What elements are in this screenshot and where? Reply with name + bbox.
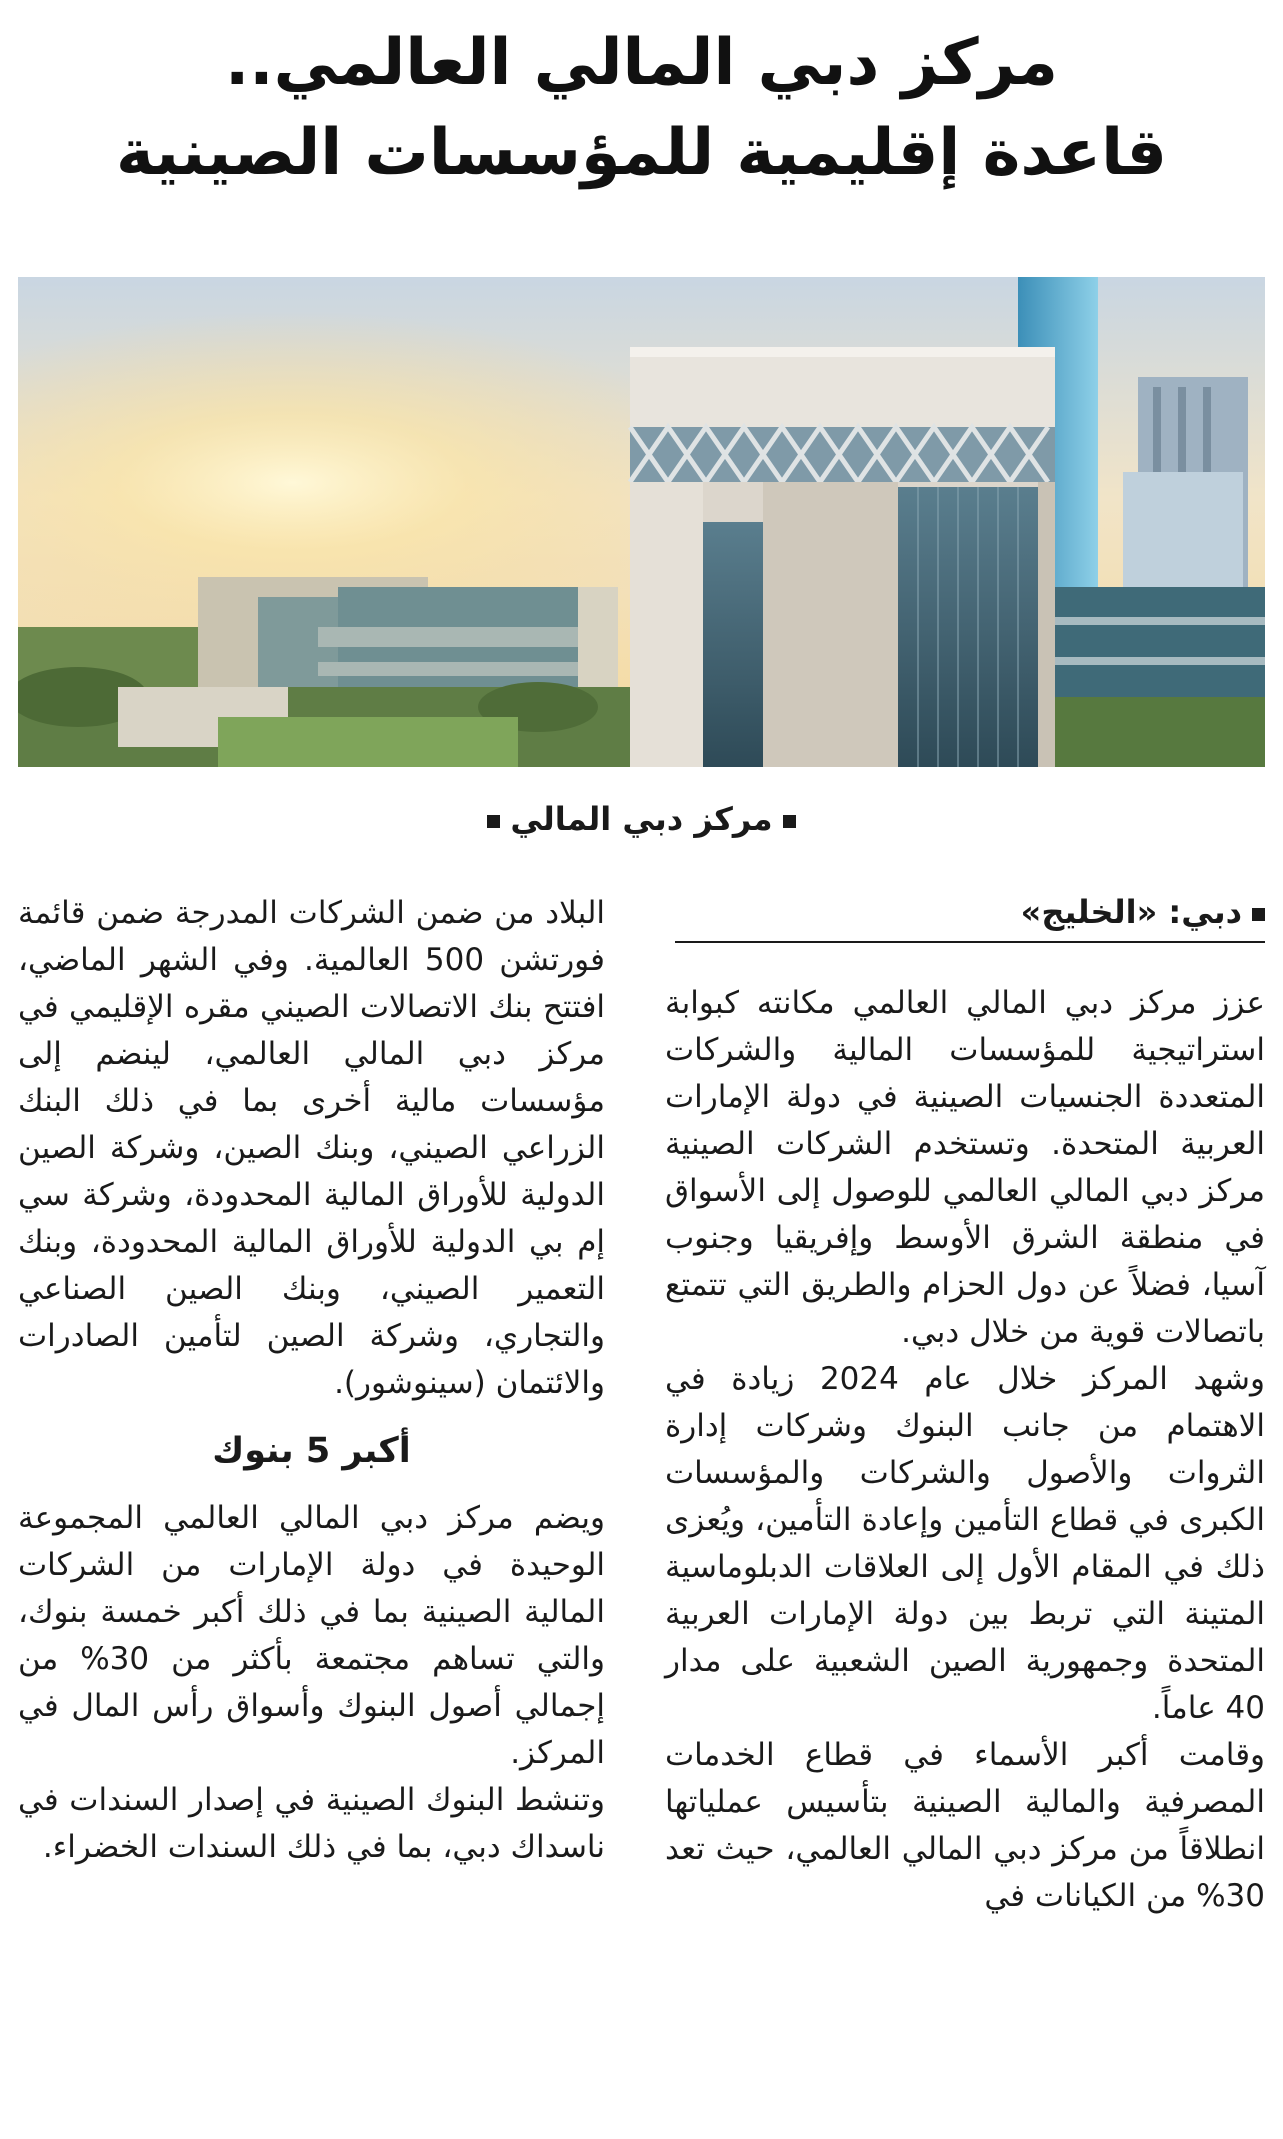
paragraph: وشهد المركز خلال عام 2024 زيادة في الاهتمام من جانب البنوك وشركات إدارة الثروات والأصول والشركات والمؤسسات الكبرى في قطاع التأمين وإعادة التأمين، ويُعزى ذلك في المقام الأول إلى العلاقات الدبلوماسية المتينة التي تربط بين دولة الإمارات العربية المتحدة وجمهورية الصين الشعبية على مدار 40 عاماً.	[665, 1361, 1265, 1726]
article-column-left	[18, 890, 605, 1871]
headline-line-1: مركز دبي المالي العالمي..	[224, 26, 1059, 100]
byline	[675, 893, 1265, 943]
paragraph: عزز مركز دبي المالي العالمي مكانته كبوابة استراتيجية للمؤسسات المالية والشركات المتعددة الجنسيات الصينية في دولة الإمارات العربية المتحدة. وتستخدم الشركات الصينية مركز دبي المالي العالمي للوصول إلى الأسواق في منطقة الشرق الأوسط وإفريقيا وجنوب آسيا، فضلاً عن دول الحزام والطريق التي تتمتع باتصالات قوية من خلال دبي.	[665, 985, 1265, 1350]
difc-photo	[18, 277, 1265, 767]
byline-text: دبي: «الخليج»	[1020, 893, 1242, 931]
caption-text: مركز دبي المالي	[510, 800, 773, 838]
photo-caption	[0, 800, 1283, 838]
paragraph: وقامت أكبر الأسماء في قطاع الخدمات المصرفية والمالية الصينية بتأسيس عملياتها انطلاقاً من مركز دبي المالي العالمي، حيث تعد 30% من الكيانات في	[665, 1737, 1265, 1914]
headline-line-2: قاعدة إقليمية للمؤسسات الصينية	[116, 116, 1167, 190]
square-bullet-icon	[783, 815, 796, 828]
paragraph: وتنشط البنوك الصينية في إصدار السندات في ناسداك دبي، بما في ذلك السندات الخضراء.	[18, 1782, 605, 1865]
paragraph: البلاد من ضمن الشركات المدرجة ضمن قائمة فورتشن 500 العالمية. وفي الشهر الماضي، افتتح بنك الاتصالات الصيني مقره الإقليمي في مركز دبي المالي العالمي، لينضم إلى مؤسسات مالية أخرى بما في ذلك البنك الزراعي الصيني، وبنك الصين، وشركة الصين الدولية للأوراق المالية المحدودة، وشركة سي إم بي الدولية للأوراق المالية المحدودة، وبنك التعمير الصيني، وبنك الصين الصناعي والتجاري، وشركة الصين لتأمين الصادرات والائتمان (سينوشور).	[18, 895, 605, 1401]
paragraph: ويضم مركز دبي المالي العالمي المجموعة الوحيدة في دولة الإمارات من الشركات المالية الصينية بما في ذلك أكبر خمسة بنوك، والتي تساهم مجتمعة بأكثر من 30% من إجمالي أصول البنوك وأسواق رأس المال في المركز.	[18, 1500, 606, 1771]
square-bullet-icon	[487, 815, 500, 828]
subheading: أكبر 5 بنوك	[212, 1431, 411, 1471]
square-bullet-icon	[1252, 908, 1265, 921]
article-column-right	[665, 980, 1265, 1920]
headline	[0, 18, 1283, 198]
